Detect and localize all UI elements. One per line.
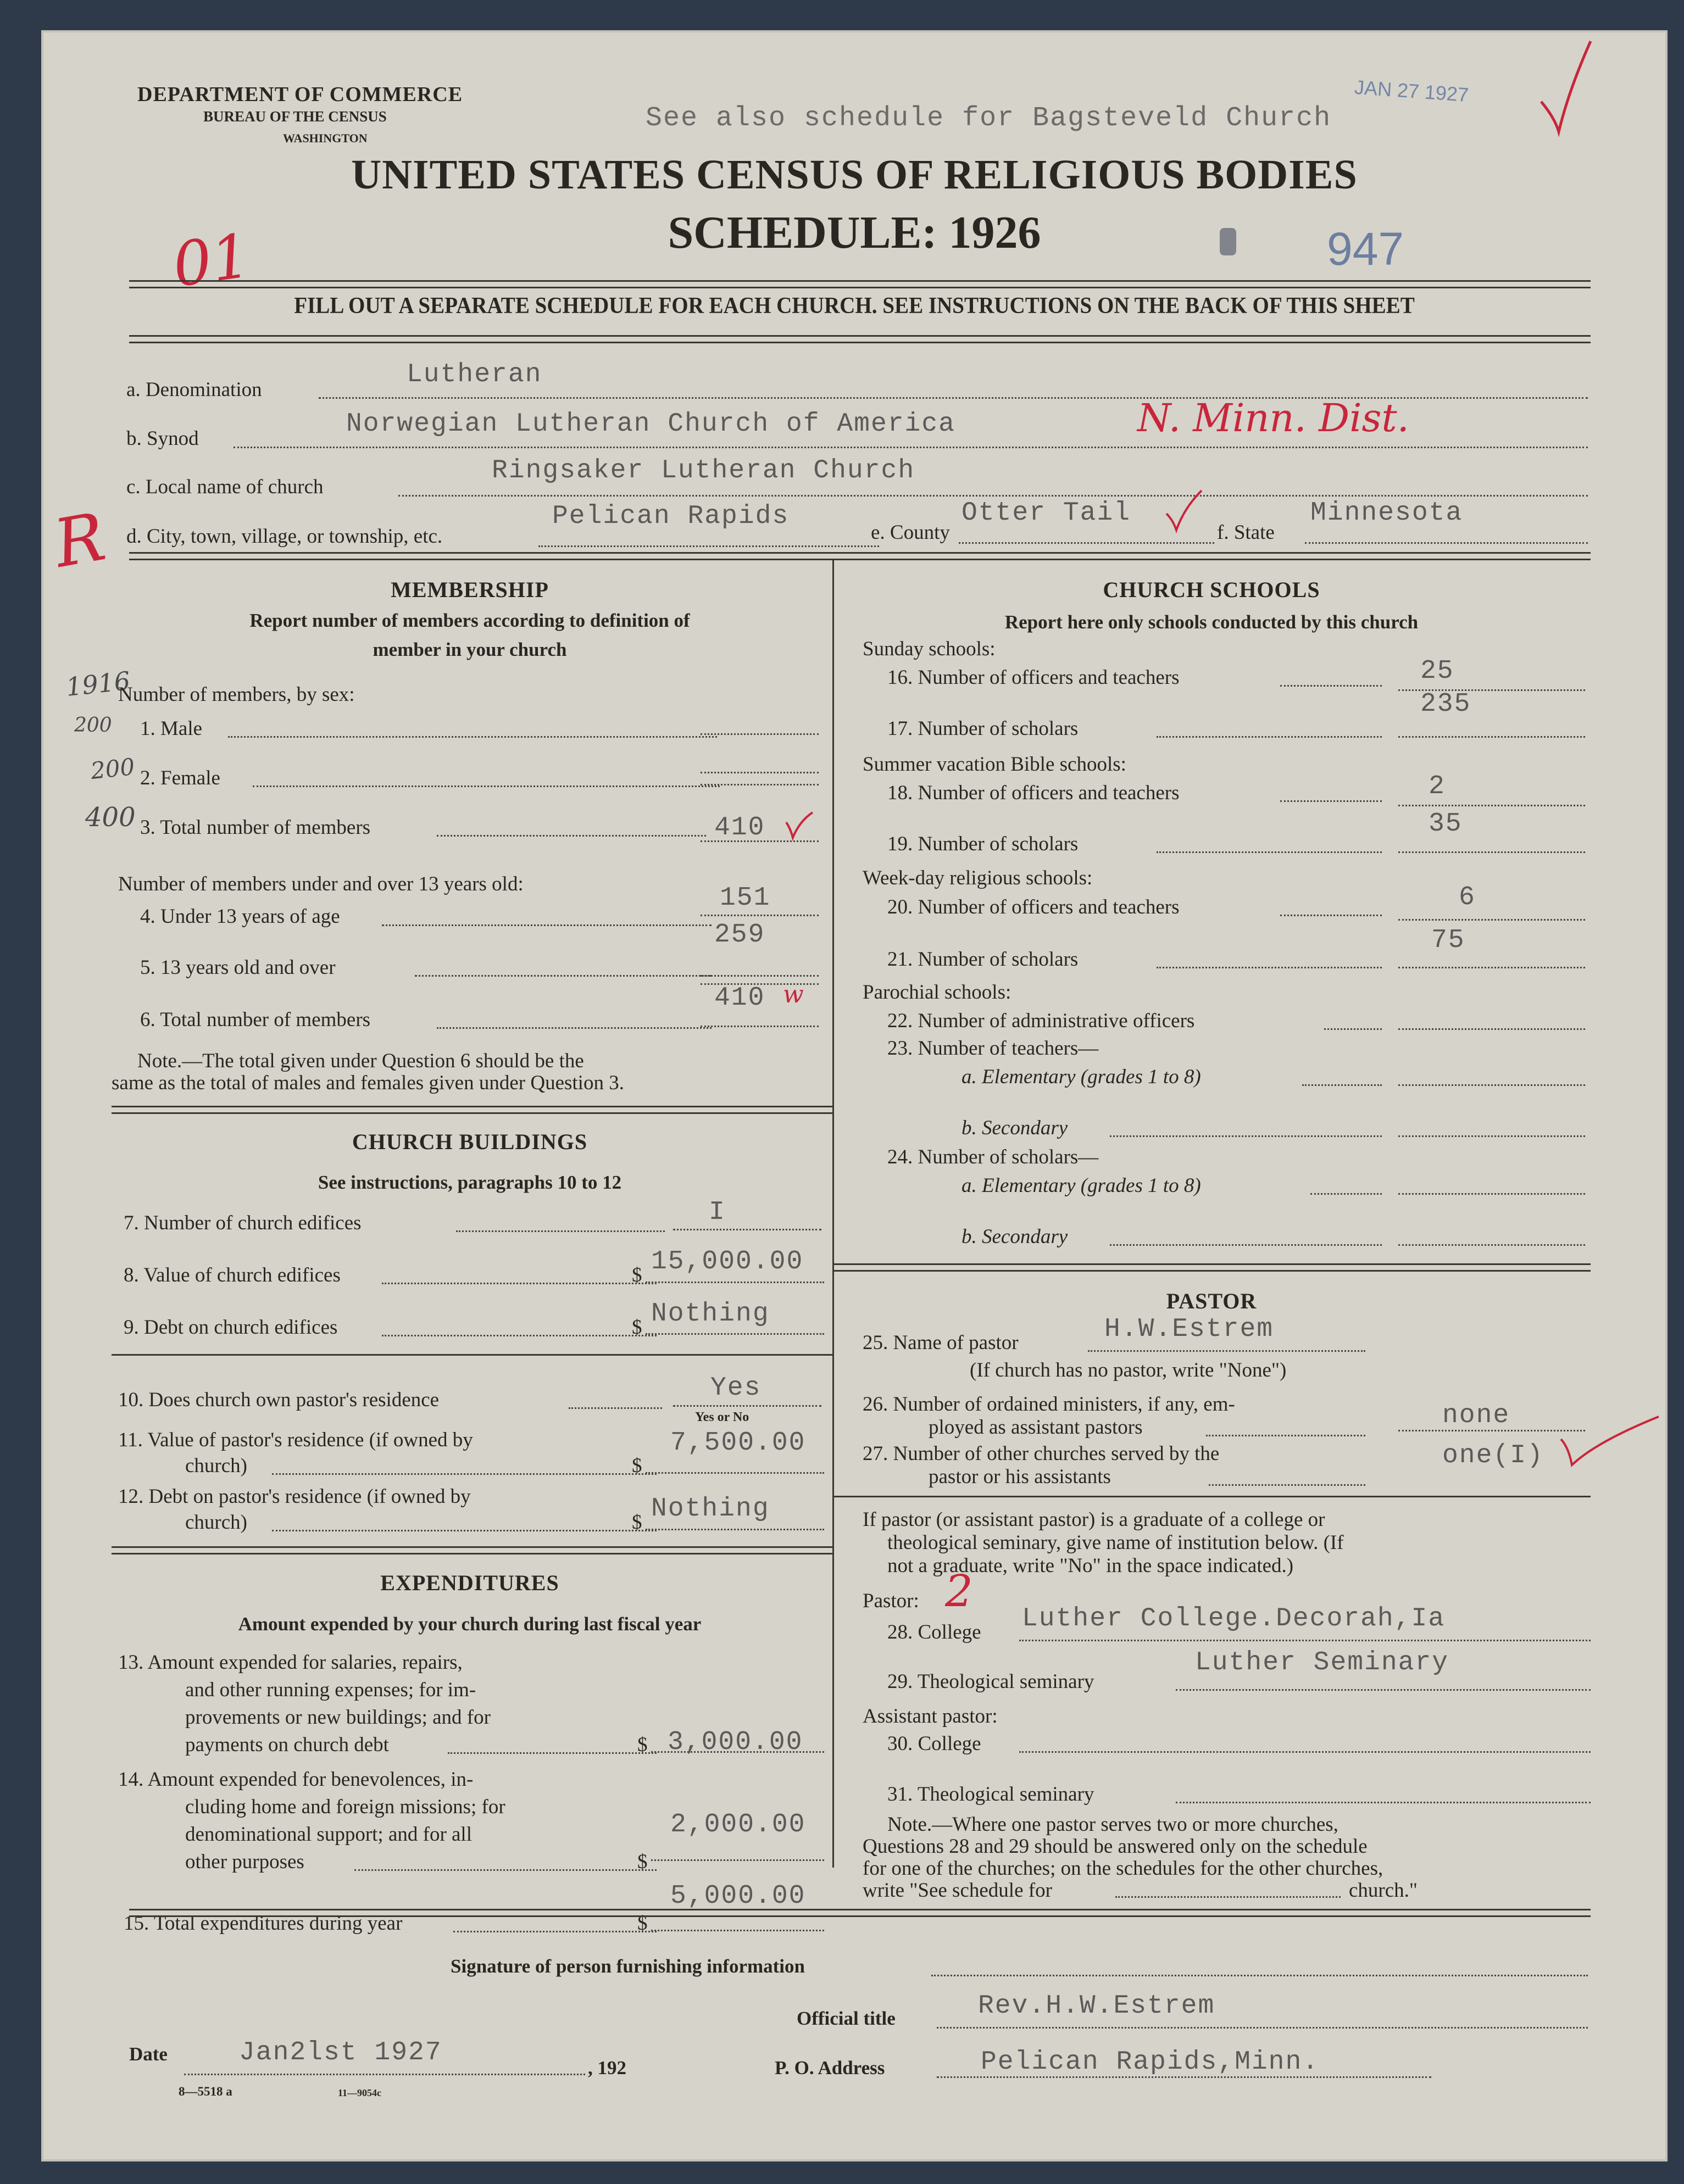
q19-value: 35 bbox=[1429, 809, 1463, 839]
buildings-sub: See instructions, paragraphs 10 to 12 bbox=[318, 1172, 622, 1193]
q5-over-13-value: 259 bbox=[714, 920, 765, 950]
sunday-schools-label: Sunday schools: bbox=[863, 638, 996, 660]
county-label: e. County bbox=[871, 521, 950, 544]
pastor-note-4: write "See schedule for bbox=[863, 1879, 1052, 1902]
schools-double-rule bbox=[834, 1263, 1591, 1272]
state-value: Minnesota bbox=[1310, 498, 1463, 528]
q23a-label: a. Elementary (grades 1 to 8) bbox=[962, 1066, 1201, 1088]
q13-label-3: provements or new buildings; and for bbox=[185, 1706, 491, 1729]
q28-college-value: Luther College.Decorah,Ia bbox=[1022, 1604, 1446, 1634]
date-line bbox=[184, 2074, 585, 2075]
q1-male-label: 1. Male bbox=[140, 717, 203, 740]
synod-district-handwriting: N. Minn. Dist. bbox=[1137, 395, 1409, 441]
q6-total-value: 410 bbox=[714, 983, 765, 1013]
county-check-mark-icon bbox=[1162, 486, 1206, 536]
q13-expense-value: 3,000.00 bbox=[668, 1728, 803, 1757]
official-title-value: Rev.H.W.Estrem bbox=[978, 1991, 1215, 2021]
column-divider bbox=[832, 560, 834, 1868]
q8-value-label: 8. Value of church edifices bbox=[124, 1264, 341, 1286]
expenditures-heading: EXPENDITURES bbox=[380, 1570, 559, 1595]
q1-leader bbox=[228, 736, 717, 738]
official-title-line bbox=[937, 2027, 1588, 2029]
q18-answer-line bbox=[1398, 805, 1585, 806]
q14-expense-value: 2,000.00 bbox=[670, 1810, 806, 1840]
q25-label: 25. Name of pastor bbox=[863, 1331, 1019, 1354]
q2-answer-line-top bbox=[701, 772, 819, 773]
po-address-label: P. O. Address bbox=[775, 2057, 885, 2079]
membership-double-rule bbox=[112, 1106, 832, 1114]
local-name-value: Ringsaker Lutheran Church bbox=[492, 456, 915, 486]
q27-other-churches-value: one(I) bbox=[1442, 1441, 1544, 1470]
q1-answer-line bbox=[701, 733, 819, 735]
instruction-banner: FILL OUT A SEPARATE SCHEDULE FOR EACH CHURCH. SEE INSTRUCTIONS ON THE BACK OF THIS SHEET bbox=[294, 293, 1415, 319]
q19-answer-line bbox=[1398, 851, 1585, 853]
membership-intro-1: Report number of members according to definition of bbox=[249, 610, 690, 631]
q13-label-1: 13. Amount expended for salaries, repairs, bbox=[118, 1651, 463, 1674]
q14-dollar-sign: $ bbox=[637, 1851, 648, 1873]
membership-note-line-2: same as the total of males and females given under Question 3. bbox=[112, 1072, 624, 1094]
red-check-mark-icon bbox=[1536, 36, 1596, 140]
date-label: Date bbox=[129, 2043, 168, 2065]
q21-value: 75 bbox=[1431, 926, 1465, 955]
q17-leader bbox=[1157, 736, 1382, 738]
graduate-note-1: If pastor (or assistant pastor) is a graduate of a college or bbox=[863, 1508, 1325, 1531]
q31-label: 31. Theological seminary bbox=[887, 1783, 1094, 1806]
q11-leader bbox=[272, 1473, 657, 1475]
q28-answer-line bbox=[1019, 1640, 1591, 1641]
q12-leader bbox=[272, 1530, 657, 1531]
schools-sub: Report here only schools conducted by this church bbox=[1004, 611, 1419, 633]
q4-under-13-value: 151 bbox=[720, 883, 771, 913]
q29-label: 29. Theological seminary bbox=[887, 1670, 1094, 1693]
q17-label: 17. Number of scholars bbox=[887, 717, 1079, 740]
q24b-leader bbox=[1110, 1244, 1382, 1246]
q5-leader bbox=[415, 975, 712, 977]
print-number: 11—9054c bbox=[338, 2087, 381, 2098]
q13-label-2: and other running expenses; for im- bbox=[185, 1679, 476, 1701]
city-value: Pelican Rapids bbox=[552, 502, 790, 531]
q23b-label: b. Secondary bbox=[962, 1117, 1068, 1139]
q9-answer-line bbox=[646, 1333, 824, 1335]
q5-answer-line bbox=[701, 975, 819, 977]
pastor-note-3: for one of the churches; on the schedules for the other churches, bbox=[863, 1857, 1383, 1880]
q27-label-2: pastor or his assistants bbox=[929, 1466, 1111, 1488]
q24b-answer-line bbox=[1398, 1244, 1585, 1246]
q6-red-w-mark: w bbox=[783, 980, 804, 1009]
pastor-note-blank bbox=[1115, 1896, 1341, 1898]
city-line bbox=[538, 545, 879, 547]
q13-dollar-sign: $ bbox=[637, 1734, 648, 1756]
q8-leader bbox=[382, 1283, 657, 1284]
q22-label: 22. Number of administrative officers bbox=[887, 1010, 1195, 1032]
q12-answer-line bbox=[646, 1529, 824, 1530]
q5-over-13-label: 5. 13 years old and over bbox=[140, 956, 336, 979]
q8-value-value: 15,000.00 bbox=[651, 1247, 804, 1277]
q29-seminary-value: Luther Seminary bbox=[1195, 1648, 1449, 1678]
county-value: Otter Tail bbox=[962, 498, 1131, 528]
q15-total-value: 5,000.00 bbox=[670, 1881, 806, 1911]
state-label: f. State bbox=[1217, 521, 1275, 544]
q11-dollar-sign: $ bbox=[632, 1455, 642, 1477]
buildings-double-rule bbox=[112, 1546, 832, 1555]
q31-answer-line bbox=[1176, 1802, 1591, 1803]
q11-label-1: 11. Value of pastor's residence (if owned by bbox=[118, 1429, 473, 1451]
q27-label-1: 27. Number of other churches served by the bbox=[863, 1442, 1220, 1465]
ink-smudge bbox=[1220, 228, 1236, 255]
form-number: 8—5518 a bbox=[179, 2085, 232, 2098]
q11-label-2: church) bbox=[185, 1455, 247, 1477]
q18-leader bbox=[1280, 800, 1382, 802]
pastor-heading: PASTOR bbox=[1166, 1289, 1257, 1313]
q4-leader bbox=[382, 924, 712, 926]
q3-leader bbox=[437, 835, 706, 837]
q7-answer-line bbox=[673, 1229, 821, 1230]
q29-answer-line bbox=[1176, 1689, 1591, 1691]
q17-value: 235 bbox=[1420, 689, 1471, 719]
pencil-note-200-male: 200 bbox=[74, 714, 112, 737]
q26-leader bbox=[1206, 1435, 1365, 1436]
q20-leader bbox=[1280, 915, 1382, 916]
q14-answer-line bbox=[651, 1859, 824, 1861]
q3-total-value: 410 bbox=[714, 813, 765, 843]
date-value: Jan2lst 1927 bbox=[239, 2038, 442, 2068]
official-title-label: Official title bbox=[797, 2008, 896, 2029]
q26-assistants-value: none bbox=[1442, 1401, 1510, 1430]
q22-leader bbox=[1324, 1028, 1382, 1030]
buildings-heading: CHURCH BUILDINGS bbox=[352, 1129, 588, 1154]
q24a-label: a. Elementary (grades 1 to 8) bbox=[962, 1174, 1201, 1197]
q3-check-mark-icon bbox=[783, 810, 816, 843]
q13-label-4: payments on church debt bbox=[185, 1734, 389, 1756]
expenditures-sub: Amount expended by your church during last fiscal year bbox=[238, 1613, 702, 1635]
q6-total-label: 6. Total number of members bbox=[140, 1009, 371, 1031]
membership-intro-2: member in your church bbox=[373, 639, 567, 660]
q15-total-label: 15. Total expenditures during year bbox=[124, 1912, 403, 1935]
q15-dollar-sign: $ bbox=[637, 1912, 648, 1935]
q21-label: 21. Number of scholars bbox=[887, 948, 1079, 971]
buildings-rule bbox=[112, 1354, 832, 1356]
q14-label-4: other purposes bbox=[185, 1851, 304, 1873]
age-intro-label: Number of members under and over 13 years old: bbox=[118, 873, 524, 895]
q20-value: 6 bbox=[1459, 883, 1476, 912]
pastor-note-1: Note.—Where one pastor serves two or more churches, bbox=[887, 1813, 1338, 1836]
q7-edifices-label: 7. Number of church edifices bbox=[124, 1212, 362, 1234]
local-name-label: c. Local name of church bbox=[126, 476, 324, 498]
q11-answer-line bbox=[646, 1472, 824, 1474]
q18-label: 18. Number of officers and teachers bbox=[887, 782, 1180, 804]
denomination-value: Lutheran bbox=[407, 360, 542, 389]
q23-label: 23. Number of teachers— bbox=[887, 1037, 1099, 1060]
q11-residence-value: 7,500.00 bbox=[670, 1428, 806, 1458]
q24b-label: b. Secondary bbox=[962, 1225, 1068, 1248]
bureau-heading: BUREAU OF THE CENSUS bbox=[203, 108, 387, 125]
synod-line bbox=[234, 447, 1588, 448]
schools-heading: CHURCH SCHOOLS bbox=[1103, 577, 1320, 602]
signature-label: Signature of person furnishing information bbox=[451, 1955, 805, 1977]
q9-debt-label: 9. Debt on church edifices bbox=[124, 1316, 338, 1339]
date-year-suffix: , 192 bbox=[588, 2057, 626, 2079]
q24-label: 24. Number of scholars— bbox=[887, 1146, 1099, 1168]
parochial-schools-label: Parochial schools: bbox=[863, 981, 1011, 1004]
schedule-number-stamp: 947 bbox=[1327, 223, 1404, 275]
membership-note-line-1: Note.—The total given under Question 6 should be the bbox=[137, 1050, 584, 1072]
county-line bbox=[959, 542, 1214, 544]
q14-leader bbox=[354, 1869, 657, 1871]
q16-value: 25 bbox=[1420, 656, 1454, 686]
footer-double-rule bbox=[129, 1909, 1591, 1917]
q23a-answer-line bbox=[1398, 1084, 1585, 1086]
q12-label-1: 12. Debt on pastor's residence (if owned by bbox=[118, 1485, 471, 1508]
graduate-note-3: not a graduate, write "No" in the space indicated.) bbox=[887, 1555, 1294, 1577]
q20-answer-line bbox=[1398, 919, 1585, 921]
department-heading: DEPARTMENT OF COMMERCE bbox=[137, 83, 463, 106]
q25-pastor-name-value: H.W.Estrem bbox=[1104, 1314, 1274, 1344]
q24a-answer-line bbox=[1398, 1193, 1585, 1195]
q12-label-2: church) bbox=[185, 1511, 247, 1534]
q14-label-1: 14. Amount expended for benevolences, in- bbox=[118, 1768, 474, 1791]
city-label: d. City, town, village, or township, etc. bbox=[126, 525, 443, 548]
pastor-sub-label: Pastor: bbox=[863, 1590, 919, 1612]
form-title: UNITED STATES CENSUS OF RELIGIOUS BODIES bbox=[351, 152, 1358, 198]
q9-debt-value: Nothing bbox=[651, 1299, 770, 1329]
q3-total-label: 3. Total number of members bbox=[140, 816, 371, 839]
q25-note: (If church has no pastor, write "None") bbox=[970, 1359, 1287, 1381]
q23a-leader bbox=[1302, 1084, 1382, 1086]
denomination-label: a. Denomination bbox=[126, 378, 262, 401]
pencil-note-200-female: 200 bbox=[89, 753, 136, 785]
q2-female-label: 2. Female bbox=[140, 767, 220, 789]
local-name-line bbox=[398, 495, 1588, 497]
q26-label-1: 26. Number of ordained ministers, if any, em- bbox=[863, 1393, 1235, 1416]
q27-leader bbox=[1209, 1484, 1365, 1486]
q23b-leader bbox=[1110, 1135, 1382, 1137]
census-schedule-sheet bbox=[41, 30, 1668, 2161]
q6-leader bbox=[437, 1027, 712, 1029]
handwritten-01-code: 01 bbox=[168, 220, 255, 301]
pastor-handwritten-2: 2 bbox=[945, 1565, 973, 1617]
q27-check-mark-icon bbox=[1558, 1414, 1662, 1469]
instruction-double-rule bbox=[129, 335, 1591, 343]
washington-label: WASHINGTON bbox=[283, 131, 368, 145]
q8-dollar-sign: $ bbox=[632, 1264, 642, 1286]
q10-residence-label: 10. Does church own pastor's residence bbox=[118, 1389, 440, 1411]
q6-answer-line bbox=[701, 1026, 819, 1027]
synod-label: b. Synod bbox=[126, 427, 199, 450]
pencil-note-400-total: 400 bbox=[85, 802, 136, 833]
q12-dollar-sign: $ bbox=[632, 1511, 642, 1534]
q15-leader bbox=[453, 1931, 657, 1932]
q9-leader bbox=[382, 1335, 657, 1336]
q7-leader bbox=[456, 1230, 665, 1232]
members-by-sex-label: Number of members, by sex: bbox=[118, 683, 355, 706]
q13-leader bbox=[448, 1752, 657, 1754]
signature-line bbox=[931, 1975, 1588, 1976]
q2-leader bbox=[253, 785, 720, 787]
q24a-leader bbox=[1310, 1193, 1382, 1195]
q14-label-2: cluding home and foreign missions; for bbox=[185, 1796, 505, 1818]
q8-answer-line bbox=[646, 1282, 824, 1283]
q10-leader bbox=[569, 1407, 662, 1409]
assistant-pastor-label: Assistant pastor: bbox=[863, 1705, 998, 1728]
q30-label: 30. College bbox=[887, 1732, 981, 1755]
received-date-stamp: JAN 27 1927 bbox=[1353, 75, 1470, 107]
q19-leader bbox=[1157, 851, 1382, 853]
graduate-note-2: theological seminary, give name of institution below. (If bbox=[887, 1531, 1344, 1554]
summer-schools-label: Summer vacation Bible schools: bbox=[863, 753, 1126, 776]
weekday-schools-label: Week-day religious schools: bbox=[863, 867, 1093, 889]
q30-answer-line bbox=[1019, 1751, 1591, 1753]
pastor-note-2: Questions 28 and 29 should be answered only on the schedule bbox=[863, 1835, 1368, 1858]
q20-label: 20. Number of officers and teachers bbox=[887, 896, 1180, 918]
q25-answer-line bbox=[1088, 1350, 1365, 1352]
q22-answer-line bbox=[1398, 1028, 1585, 1030]
q9-dollar-sign: $ bbox=[632, 1316, 642, 1339]
q4-answer-line bbox=[701, 915, 819, 916]
q10-answer-line bbox=[673, 1405, 821, 1407]
q16-label: 16. Number of officers and teachers bbox=[887, 666, 1180, 689]
q21-leader bbox=[1157, 967, 1382, 968]
q10-residence-value: Yes bbox=[710, 1373, 762, 1403]
q23b-answer-line bbox=[1398, 1135, 1585, 1137]
q2-answer-line bbox=[701, 784, 819, 785]
q16-leader bbox=[1280, 685, 1382, 687]
identity-double-rule bbox=[129, 552, 1591, 560]
see-also-note: See also schedule for Bagsteveld Church bbox=[646, 103, 1332, 134]
q14-label-3: denominational support; and for all bbox=[185, 1823, 472, 1846]
pastor-rule bbox=[834, 1496, 1591, 1497]
pastor-note-5: church." bbox=[1349, 1879, 1418, 1902]
q7-edifices-value: I bbox=[709, 1197, 726, 1227]
schedule-year-title: SCHEDULE: 1926 bbox=[668, 207, 1041, 258]
q19-label: 19. Number of scholars bbox=[887, 833, 1079, 855]
pencil-note-1916: 1916 bbox=[64, 666, 132, 702]
q26-label-2: ployed as assistant pastors bbox=[929, 1416, 1143, 1439]
q12-debt-value: Nothing bbox=[651, 1494, 770, 1524]
q15-answer-line bbox=[651, 1930, 824, 1931]
header-double-rule bbox=[129, 280, 1591, 288]
yes-or-no-hint: Yes or No bbox=[695, 1410, 749, 1424]
state-line bbox=[1305, 542, 1588, 544]
margin-r-handwriting: R bbox=[48, 499, 111, 583]
synod-value: Norwegian Lutheran Church of America bbox=[346, 409, 955, 439]
q28-label: 28. College bbox=[887, 1621, 981, 1643]
q4-under-13-label: 4. Under 13 years of age bbox=[140, 905, 340, 928]
q21-answer-line bbox=[1398, 967, 1585, 968]
q18-value: 2 bbox=[1429, 772, 1446, 801]
membership-heading: MEMBERSHIP bbox=[391, 577, 549, 602]
q17-answer-line bbox=[1398, 736, 1585, 738]
po-address-value: Pelican Rapids,Minn. bbox=[981, 2047, 1320, 2077]
